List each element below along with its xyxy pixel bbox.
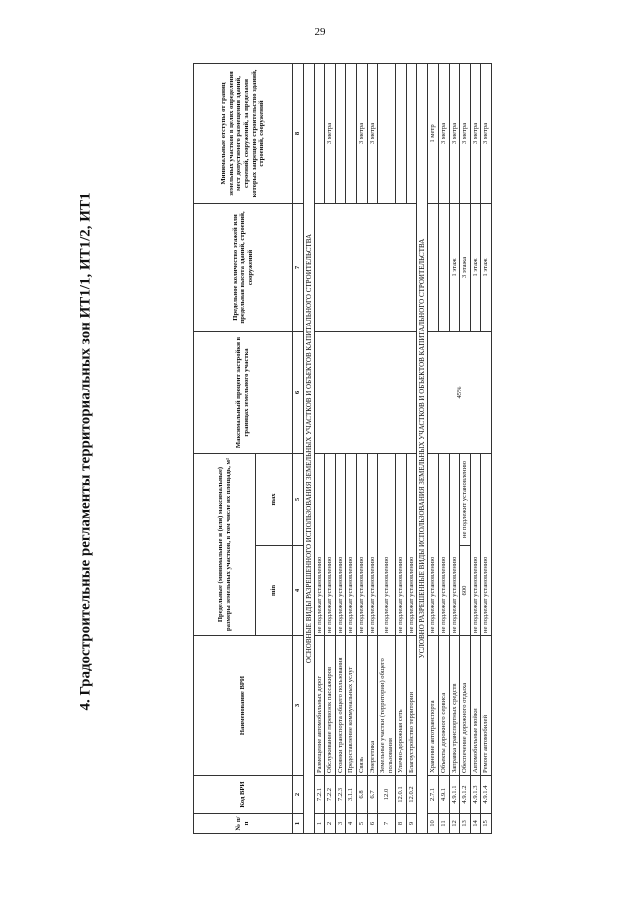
column-numbers-row <box>293 64 304 834</box>
table-row: 12 4.9.1.1 Заправка транспортных средств не подлежат установлению 1 этаж 3 метра <box>449 64 460 834</box>
header-min: min <box>256 546 293 636</box>
header-row <box>194 64 256 834</box>
table-row: 6 6.7 Энергетика не подлежат установлению 3 метра <box>367 64 378 834</box>
col-number: 4 <box>293 546 304 636</box>
col-number: 8 <box>293 64 304 204</box>
table-row: 3 7.2.3 Стоянки транспорта общего пользования не подлежат установлению <box>335 64 346 834</box>
header-setback: Минимальные отступы от границ земельных участков в целях определения мест допустимого размещения зданий, строений, сооружений, за пределами которых запрещено строительство зданий, строений, сооружений <box>194 64 293 204</box>
table-row: 10 2.7.1 Хранение автотранспорта не подлежат установлению 45% 1 метр <box>428 64 439 834</box>
col-number: 5 <box>293 454 304 546</box>
table-row: 4 3.1.1 Предоставление коммунальных услуг не подлежат установлению <box>346 64 357 834</box>
header-percent: Максимальный процент застройки в границах земельного участка <box>194 332 293 454</box>
table-row: 1 7.2.1 Размещение автомобильных дорог не подлежат установлению <box>314 64 325 834</box>
table-row: 9 12.0.2 Благоустройство территории не подлежат установлению <box>406 64 417 834</box>
header-max: max <box>256 454 293 546</box>
table-row: 7 12.0 Земельные участки (территории) общего пользования не подлежат установлению <box>378 64 396 834</box>
header-name: Наименование ВРИ <box>194 636 293 776</box>
regulations-table-container <box>193 64 543 834</box>
header-n: № п/п <box>194 814 293 834</box>
table-row: 14 4.9.1.3 Автомобильные мойки не подлежат установлению 1 этаж 3 метра <box>470 64 481 834</box>
col-number: 2 <box>293 776 304 814</box>
section-heading: УСЛОВНО РАЗРЕШЕННЫЕ ВИДЫ ИСПОЛЬЗОВАНИЯ ЗЕМЕЛЬНЫХ УЧАСТКОВ И ОБЪЕКТОВ КАПИТАЛЬНОГО СТРОИТЕЛЬСТВА <box>417 64 428 834</box>
table-row: 5 6.8 Связь не подлежат установлению 3 метра <box>356 64 367 834</box>
regulations-table <box>193 63 492 834</box>
percent-cell: 45% <box>428 332 491 454</box>
col-number: 3 <box>293 636 304 776</box>
page-title: 4. Градостроительные регламенты территориальных зон ИТ1/1, ИТ1/2, ИТ1 <box>77 192 94 711</box>
col-number: 1 <box>293 814 304 834</box>
header-code: Код ВРИ <box>194 776 293 814</box>
table-row: 8 12.0.1 Улично-дорожная сеть не подлежат установлению <box>396 64 407 834</box>
table-row: 2 7.2.2 Обслуживание перевозок пассажиров не подлежат установлению 3 метра <box>325 64 336 834</box>
table-row: 11 4.9.1 Объекты дорожного сервиса не подлежат установлению 3 метра <box>439 64 450 834</box>
col-number: 7 <box>293 204 304 332</box>
table-row: 13 4.9.1.2 Обеспечение дорожного отдыха 600 не подлежит установлению 3 этажа 3 метра <box>460 64 471 834</box>
header-floors: Предельное количество этажей или предельная высота зданий, строений, сооружений <box>194 204 293 332</box>
col-number: 6 <box>293 332 304 454</box>
section-heading: ОСНОВНЫЕ ВИДЫ РАЗРЕШЕННОГО ИСПОЛЬЗОВАНИЯ ЗЕМЕЛЬНЫХ УЧАСТКОВ И ОБЪЕКТОВ КАПИТАЛЬНОГО СТРОИТЕЛЬСТВА <box>303 64 314 834</box>
page-number: 29 <box>314 26 326 38</box>
table-row: 15 4.9.1.4 Ремонт автомобилей не подлежат установлению 1 этаж 3 метра <box>481 64 492 834</box>
header-sizes: Предельные (минимальные и (или) максимальные) размеры земельных участков, в том числе их площадь, м² <box>194 454 256 636</box>
